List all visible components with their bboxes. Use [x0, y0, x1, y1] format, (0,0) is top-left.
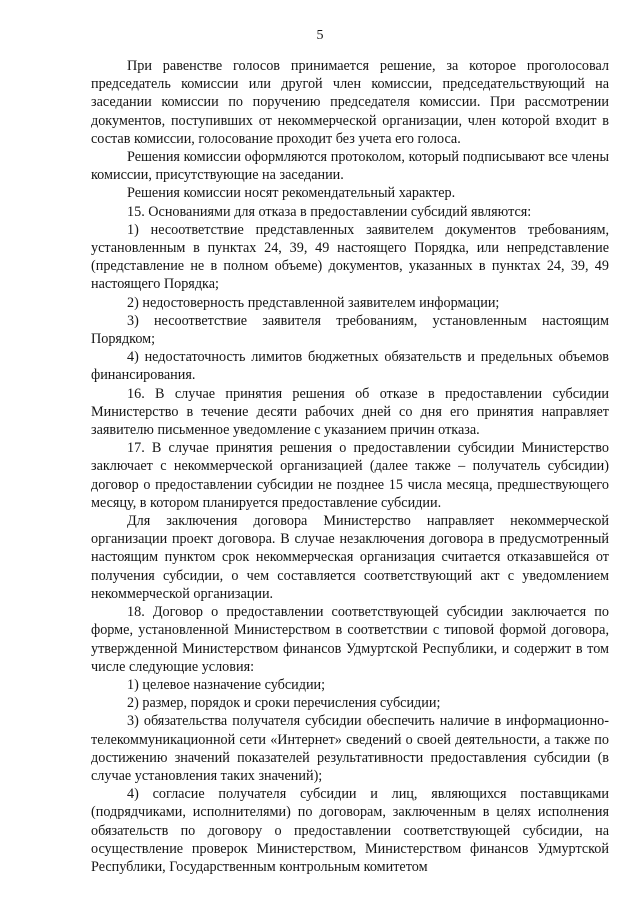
paragraph-protocol: Решения комиссии оформляются протоколом, который подписывают все члены комиссии, присутствующие на заседании.	[91, 149, 609, 184]
paragraph-15-refusal-grounds: 15. Основаниями для отказа в предоставлении субсидий являются:	[127, 203, 532, 220]
list-item-15-4: 4) недостаточность лимитов бюджетных обязательств и предельных объемов финансирования.	[91, 349, 609, 384]
paragraph-18-agreement-form: 18. Договор о предоставлении соответствующей субсидии заключается по форме, установленной Министерством в соответствии с типовой формой договора, утвержденной Министерством финансов Удмуртской Республики, и содержит в том числе следующие условия:	[91, 604, 609, 675]
paragraph-17-agreement: 17. В случае принятия решения о предоставлении субсидии Министерство заключает с некоммерческой организацией (далее также – получатель субсидии) договор о предоставлении субсидии не позднее 15 числа месяца, предшествующего месяцу, в котором планируется предоставление субсидии.	[91, 440, 609, 511]
paragraph-16-refusal-notice: 16. В случае принятия решения об отказе в предоставлении субсидии Министерство в течение десяти рабочих дней со дня его принятия направляет заявителю письменное уведомление с указанием причин отказа.	[91, 385, 609, 439]
list-item-15-1: 1) несоответствие представленных заявителем документов требованиям, установленным в пунктах 24, 39, 49 настоящего Порядка, или непредставление (представление не в полном объеме) документов, указанных в пунктах 24, 39, 49 настоящего Порядка;	[91, 221, 609, 293]
list-item-18-4: 4) согласие получателя субсидии и лиц, являющихся поставщиками (подрядчиками, исполнителями) по договорам, заключенным в целях исполнения обязательств по договору о предоставлении соответствующей субсидии, на осуществление проверок Министерством, Министерством финансов Удмуртской Республики, Государственным контрольным комитетом	[91, 786, 609, 875]
paragraph-advisory: Решения комиссии носят рекомендательный характер.	[127, 185, 456, 202]
paragraph-17-draft-agreement: Для заключения договора Министерство направляет некоммерческой организации проект договора. В случае незаключения договора в предусмотренный настоящим пунктом срок некоммерческая организация считается отказавшейся от получения субсидии, о чем составляется соответствующий акт с уведомлением некоммерческой организации.	[91, 513, 609, 602]
list-item-15-3: 3) несоответствие заявителя требованиям, установленным настоящим Порядком;	[91, 312, 609, 348]
list-item-18-1: 1) целевое назначение субсидии;	[127, 676, 326, 693]
page-number: 5	[316, 28, 324, 43]
list-item-15-2: 2) недостоверность представленной заявителем информации;	[127, 294, 500, 311]
list-item-18-3: 3) обязательства получателя субсидии обеспечить наличие в информационно-телекоммуникационной сети «Интернет» сведений о своей деятельности, а также по достижению значений показателей результативности предоставления субсидии (в случае установления таких значений);	[91, 713, 609, 784]
paragraph-voting-tie: При равенстве голосов принимается решение, за которое проголосовал председатель комиссии или другой член комиссии, председательствующий на заседании комиссии по поручению председателя комиссии. При рассмотрении документов, поступивших от некоммерческой организации, член которой входит в состав комиссии, голосование проходит без учета его голоса.	[91, 58, 609, 147]
list-item-18-2: 2) размер, порядок и сроки перечисления субсидии;	[127, 695, 441, 712]
document-body	[91, 57, 609, 876]
